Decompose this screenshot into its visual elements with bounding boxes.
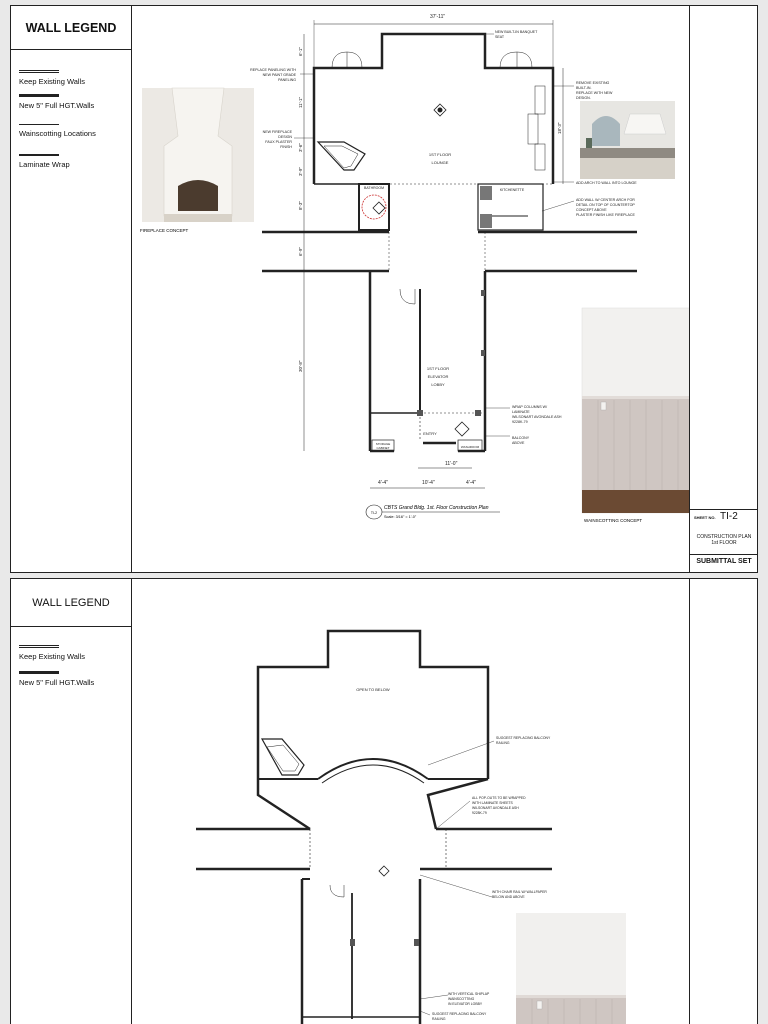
note-railing: RAILING	[496, 741, 510, 745]
fireplace-concept-image	[142, 88, 254, 222]
note-chair-rail: WITH CHAIR RAIL W/ WALLPAPER	[492, 890, 547, 894]
room-storage-label: CABINET	[376, 446, 390, 450]
note-shiplap: WAINSCOTTING	[448, 997, 475, 1001]
room-lounge-label: LOUNGE	[431, 160, 449, 165]
title-block	[689, 6, 757, 572]
note-wall-arch: DETAIL ON TOP OF COUNTERTOP	[576, 203, 635, 207]
fireplace-concept-caption: FIREPLACE CONCEPT	[140, 228, 189, 233]
note-shiplap: WITH VERTICAL SHIPLAP	[448, 992, 490, 996]
note-builtin: DESIGN.	[576, 96, 591, 100]
wainscotting-concept-caption: WAINSCOTTING CONCEPT	[584, 518, 643, 523]
legend-item-existing-walls: Keep Existing Walls	[19, 645, 85, 661]
note-popouts: ALL POP-OUTS TO BE WRAPPED	[472, 796, 526, 800]
wall-legend-panel	[11, 579, 132, 1024]
note-paneling: NEW PAINT GRADE	[262, 73, 296, 77]
note-popouts: WILSONART AVONDALE ASH	[472, 806, 519, 810]
sheet-1st-floor	[10, 5, 758, 573]
dim-left: 8'-3"	[298, 201, 303, 210]
dim-left: 11'-1"	[298, 96, 303, 108]
note-paneling: PANELING	[278, 78, 296, 82]
legend-swatch	[19, 671, 59, 674]
legend-swatch	[19, 70, 59, 73]
note-builtin: REMOVE EXISTING	[576, 81, 610, 85]
floor-plan-1st	[132, 6, 690, 574]
note-balcony: BALCONY	[512, 436, 530, 440]
room-washroom-label: WASHROOM	[460, 445, 480, 449]
note-wall-arch: PLASTER FINISH LIKE FIREPLACE	[576, 213, 635, 217]
submittal-set-label: SUBMITTAL SET	[696, 558, 752, 565]
note-builtin: REPLACE WITH NEW	[576, 91, 613, 95]
note-popouts: WITH LAMINATE SHEETS	[472, 801, 513, 805]
note-arch: ADD ARCH TO WALL INTO LOUNGE	[576, 181, 637, 185]
note-fireplace: FINISH	[280, 145, 292, 149]
note-wall-arch: ADD WALL W/ CENTER ARCH FOR	[576, 198, 635, 202]
note-fireplace: NEW FIREPLACE	[262, 130, 292, 134]
callout-scale: Scale: 3/16" = 1'-0"	[384, 515, 417, 519]
note-columns: LAMINATE	[512, 410, 530, 414]
legend-item-new-walls: New 5" Full HGT.Walls	[19, 671, 94, 687]
room-kitchenette-label: KITCHENETTE	[499, 188, 525, 192]
note-columns: WILSONART AVONDALE ASH	[512, 415, 562, 419]
note-railing: SUGGEST REPLACING BALCONY	[496, 736, 551, 740]
dim-left: 3'-6"	[298, 143, 303, 152]
legend-title: WALL LEGEND	[25, 20, 117, 35]
note-paneling: REPLACE PANELING WITH	[250, 68, 296, 72]
legend-swatch	[19, 124, 59, 125]
note-wall-arch: CONCEPT ABOVE	[576, 208, 607, 212]
dim-left: 6'-9"	[298, 247, 303, 256]
dim-bottom: 4'-4"	[466, 480, 476, 486]
sheet-2nd-floor	[10, 578, 758, 1024]
note-shiplap: IN ELEVATOR LOBBY	[448, 1002, 483, 1006]
note-banquet: NEW BUILT-IN BANQUET	[495, 30, 538, 34]
note-fireplace: FAUX PLASTER	[265, 140, 292, 144]
note-railing-2: RAILING	[432, 1017, 446, 1021]
dim-right: 18'-3"	[557, 122, 562, 134]
open-to-below-label: OPEN TO BELOW	[356, 687, 390, 692]
note-chair-rail: BELOW AND ABOVE	[492, 895, 525, 899]
legend-item-existing-walls: Keep Existing Walls	[19, 70, 85, 86]
sheet-id: TI-2	[720, 511, 738, 522]
dim-left: 6'-1"	[298, 47, 303, 56]
sheet-no-label: SHEET NO.	[694, 515, 716, 520]
callout-ref: TI-2	[370, 511, 378, 515]
dim-overall: 37'-11"	[430, 14, 446, 20]
legend-swatch	[19, 645, 59, 648]
floor-plan-2nd	[132, 579, 690, 1024]
note-banquet: SEAT	[495, 35, 505, 39]
dim-left: 3'-9"	[298, 167, 303, 176]
dim-bottom: 4'-4"	[378, 480, 388, 486]
note-railing-2: SUGGEST REPLACING BALCONY	[432, 1012, 487, 1016]
room-lobby-label: 1ST FLOOR	[426, 366, 450, 371]
room-lobby-label: LOBBY	[431, 382, 445, 387]
note-columns: 9228K-79	[512, 420, 528, 424]
note-balcony: ABOVE	[512, 441, 525, 445]
note-fireplace: DESIGN	[278, 135, 292, 139]
dim-left: 30'-8"	[298, 360, 303, 372]
note-popouts: 9228K-79	[472, 811, 487, 815]
wall-legend-panel	[11, 6, 132, 572]
callout-title: CBTS Grand Bldg. 1st. Floor Construction Plan	[384, 505, 489, 511]
wainscotting-concept-image	[582, 308, 690, 513]
room-bathroom-label: BATHROOM	[364, 186, 384, 190]
dim-entry: 11'-0"	[445, 461, 458, 467]
legend-title: WALL LEGEND	[32, 596, 110, 609]
legend-item-wainscotting: Wainscotting Locations	[19, 124, 96, 138]
note-columns: WRAP COLUMNS W/	[512, 405, 548, 409]
room-entry-label: ENTRY	[423, 431, 437, 436]
dim-bottom: 10'-4"	[422, 480, 435, 486]
floor-plan-area	[132, 579, 690, 1024]
room-lounge-label: 1ST FLOOR	[428, 152, 452, 157]
room-storage-label: STORAGE	[375, 442, 391, 446]
legend-swatch	[19, 94, 59, 97]
room-lobby-label: ELEVATOR	[427, 374, 449, 379]
legend-swatch	[19, 154, 59, 156]
note-builtin: BUILT-IN.	[576, 86, 592, 90]
plan-title: CONSTRUCTION PLAN 1st FLOOR	[696, 534, 752, 546]
legend-item-new-walls: New 5" Full HGT.Walls	[19, 94, 94, 110]
floor-plan-area	[132, 6, 690, 572]
title-block	[689, 579, 757, 1024]
legend-item-laminate: Laminate Wrap	[19, 154, 70, 169]
kitchen-concept-image	[580, 101, 675, 179]
wainscotting-concept-image	[516, 913, 626, 1024]
